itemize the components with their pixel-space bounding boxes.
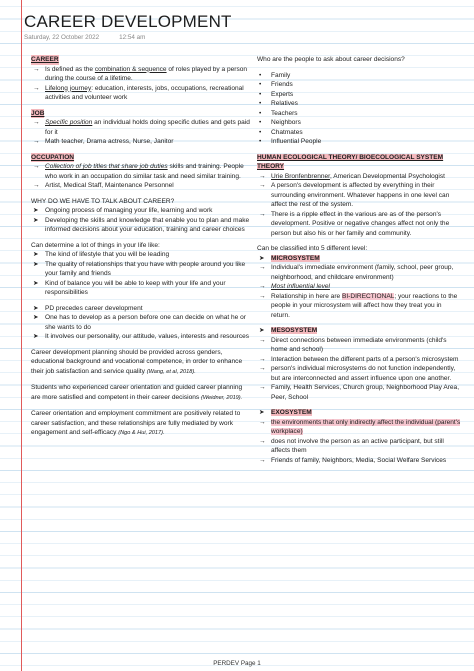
- arrow-icon: →: [33, 182, 40, 189]
- can-item-text: Kind of balance you will be able to keep with your life and your responsibilities: [45, 279, 226, 296]
- meso-item: [257, 383, 462, 402]
- arrow-right-icon: ➤: [259, 409, 265, 416]
- can-item-text: The quality of relationships that you have with people around you like your family and friends: [45, 260, 246, 277]
- arrow-icon: →: [33, 84, 40, 92]
- arrow-icon: →: [259, 210, 266, 218]
- right-column: [257, 55, 462, 465]
- arrow-icon: →: [259, 182, 266, 189]
- arrow-right-icon: ➤: [33, 251, 39, 258]
- why-item-text: Developing the skills and knowledge that enable you to plan and make informed decisions about your education, training and career choices: [45, 216, 250, 233]
- page-date: Saturday, 22 October 2022: [24, 34, 100, 41]
- arrow-icon: →: [259, 437, 266, 445]
- pd-item-text: One has to develop as a person before one can decide on what he or she wants to do: [45, 314, 246, 331]
- who-item-text: Family: [271, 71, 291, 79]
- microsystem-heading: MICROSYSTEM: [271, 254, 320, 262]
- career-lifelong: [31, 84, 251, 103]
- arrow-right-icon: ➤: [33, 207, 39, 214]
- micro-item: [257, 263, 462, 282]
- who-item-text: Experts: [271, 90, 294, 98]
- heco-name: Urie Bronfenbrenner: [271, 172, 330, 180]
- citation: (Wang, et al, 2018).: [146, 368, 196, 375]
- pd-item: [31, 304, 251, 314]
- who-question: Who are the people to ask about career decisions?: [257, 56, 405, 63]
- can-determine: Can determine a lot of things in your life like:: [31, 241, 160, 249]
- career-heading: CAREER: [31, 56, 59, 63]
- who-item: [257, 128, 462, 138]
- paragraph-2: [31, 383, 251, 403]
- exo-heading-row: [257, 408, 462, 418]
- micro-text-c: ; your reactions to the people in your microsystem will affect how they treat you in return.: [271, 292, 458, 319]
- career-definition: [31, 65, 251, 84]
- can-item: [31, 250, 251, 260]
- occupation-heading: OCCUPATION: [31, 153, 75, 161]
- page-time: 12:54 am: [119, 34, 146, 41]
- arrow-icon: →: [259, 292, 266, 300]
- job-examples-text: Math teacher, Drama actress, Nurse, Janitor: [45, 138, 174, 145]
- occ-examples-text: Artist, Medical Staff, Maintenance Personnel: [45, 182, 174, 189]
- occ-def-text-a: Collection of job titles that share job duties: [45, 163, 168, 170]
- pd-item: [31, 313, 251, 332]
- who-item: [257, 90, 462, 100]
- page-footer: PERDEV Page 1: [213, 660, 261, 667]
- who-item: [257, 118, 462, 128]
- arrow-icon: →: [33, 138, 40, 145]
- job-definition: [31, 118, 251, 137]
- bullet-icon: •: [259, 128, 262, 136]
- arrow-right-icon: ➤: [259, 327, 265, 334]
- who-item-text: Relatives: [271, 100, 298, 107]
- bullet-icon: •: [259, 100, 262, 107]
- arrow-right-icon: ➤: [33, 216, 39, 224]
- exo-item: [257, 418, 462, 437]
- heco-item: [257, 172, 462, 182]
- who-item: [257, 80, 462, 90]
- arrow-icon: →: [259, 384, 266, 391]
- paragraph-3: [31, 409, 251, 439]
- job-def-text-b: an individual holds doing specific duties and gets paid for it: [45, 119, 250, 136]
- exosystem-heading: EXOSYSTEM: [271, 409, 312, 416]
- can-item: [31, 260, 251, 279]
- arrow-icon: →: [259, 418, 266, 426]
- can-item-text: The kind of lifestyle that you will be leading: [45, 251, 170, 258]
- micro-item: [257, 292, 462, 321]
- page-meta: [24, 34, 165, 41]
- arrow-right-icon: ➤: [33, 314, 39, 321]
- micro-heading-row: [257, 254, 462, 264]
- bullet-icon: •: [259, 71, 262, 79]
- lifelong-journey-text: Lifelong journey: [45, 84, 92, 92]
- citation: (Weidner, 2019).: [200, 394, 243, 401]
- citation: (Ngo & Hui, 2017).: [118, 430, 165, 436]
- career-def-text-a: Is defined as the: [45, 65, 95, 73]
- pd-item-text: PD precedes career development: [45, 304, 143, 312]
- arrow-icon: →: [259, 355, 266, 363]
- occ-def-text-b: skills and training. People who work in an occupation do similar task and need similar training.: [45, 163, 244, 180]
- heco-item: [257, 181, 462, 210]
- job-def-text-a: Specific position: [45, 119, 93, 126]
- exo-item: [257, 437, 462, 456]
- arrow-right-icon: ➤: [33, 333, 39, 340]
- paragraph-2-text: Students who experienced career orientation and guided career planning are more satisfied and competent in their career decisions: [31, 384, 243, 401]
- why-item: [31, 216, 251, 235]
- lifelong-journey-desc: : education, interests, jobs, occupations, recreational activities and volunteer work: [45, 84, 244, 101]
- micro-item: [257, 282, 462, 292]
- heco-role: , American Developmental Psychologist: [329, 172, 445, 180]
- heco-item: [257, 210, 462, 239]
- exo-text: Friends of family, Neighbors, Media, Social Welfare Services: [271, 456, 447, 464]
- exo-text: the environments that only indirectly affect the individual (parent's workplace): [271, 418, 461, 435]
- occupation-examples: [31, 181, 251, 191]
- arrow-icon: →: [259, 365, 266, 372]
- page-title: CAREER DEVELOPMENT: [24, 12, 232, 31]
- pd-item: [31, 332, 251, 342]
- meso-text: Family, Health Services, Church group, Neighborhood Play Area, Peer, School: [271, 384, 460, 401]
- arrow-icon: →: [33, 163, 40, 170]
- why-question: WHY DO WE HAVE TO TALK ABOUT CAREER?: [31, 197, 175, 205]
- heco-text: A person's development is affected by everything in their surrounding environment. Whatever happens in one level can affect the rest of the system.: [271, 182, 450, 208]
- why-item-text: Ongoing process of managing your life, learning and work: [45, 207, 213, 214]
- meso-heading-row: [257, 326, 462, 336]
- paragraph-3-text: Career orientation and employment commitment are positively related to career satisfaction, and these relationships are fully mediated by work engagement and self-efficacy: [31, 410, 241, 436]
- who-item: [257, 71, 462, 81]
- why-item: [31, 206, 251, 216]
- arrow-icon: →: [33, 65, 40, 73]
- job-heading: JOB: [31, 109, 45, 117]
- meso-item: [257, 355, 462, 365]
- arrow-icon: →: [259, 264, 266, 271]
- arrow-right-icon: ➤: [259, 254, 265, 262]
- arrow-icon: →: [33, 119, 40, 126]
- career-def-text-b: combination & sequence: [94, 65, 167, 73]
- exo-text: does not involve the person as an active participant, but still affects them: [271, 437, 444, 454]
- meso-text: person's individual microsystems do not function independently, but are interconnected and assert influence upon one another.: [271, 365, 456, 382]
- arrow-right-icon: ➤: [33, 260, 39, 268]
- bullet-icon: •: [259, 119, 262, 126]
- arrow-icon: →: [259, 456, 266, 464]
- micro-text-a: Relationship in here are: [271, 292, 342, 300]
- paragraph-1: [31, 348, 251, 378]
- margin-line: [21, 0, 22, 671]
- job-examples: [31, 137, 251, 147]
- bullet-icon: •: [259, 90, 262, 98]
- bidirectional-text: BI-DIRECTIONAL: [341, 292, 395, 300]
- who-item-text: Chatmates: [271, 128, 303, 136]
- arrow-icon: →: [259, 172, 266, 180]
- pd-item-text: It involves our personality, our attitude, values, interests and resources: [45, 333, 250, 340]
- exo-item: [257, 456, 462, 466]
- meso-item: [257, 364, 462, 383]
- arrow-right-icon: ➤: [33, 304, 39, 312]
- bullet-icon: •: [259, 109, 262, 117]
- who-item: [257, 99, 462, 109]
- arrow-icon: →: [259, 283, 266, 290]
- bullet-icon: •: [259, 138, 262, 145]
- who-item: [257, 109, 462, 119]
- heco-heading: HUMAN ECOLOGICAL THEORY/ BIOECOLOGICAL SYSTEM THEORY: [257, 153, 444, 170]
- left-column: [31, 55, 251, 439]
- who-item: [257, 137, 462, 147]
- arrow-right-icon: ➤: [33, 279, 39, 287]
- heco-text: There is a ripple effect in the various are as of the person's development. Positive or negative changes affect not only the person but also his or her family and community.: [271, 210, 450, 237]
- mesosystem-heading: MESOSYSTEM: [271, 327, 318, 334]
- who-item-text: Influential People: [271, 138, 322, 145]
- micro-text: Individual's immediate environment (family, school, peer group, neighborhood, and childcare environment): [271, 264, 454, 281]
- meso-text: Interaction between the different parts of a person's microsystem: [271, 355, 459, 363]
- bullet-icon: •: [259, 81, 262, 88]
- who-item-text: Neighbors: [271, 119, 301, 126]
- career-def-text-c: of roles played by a person during the course of a lifetime.: [45, 65, 248, 82]
- five-levels: Can be classified into 5 different level:: [257, 245, 368, 252]
- can-item: [31, 279, 251, 298]
- who-item-text: Teachers: [271, 109, 298, 117]
- occupation-definition: [31, 162, 251, 181]
- who-item-text: Friends: [271, 81, 293, 88]
- paragraph-1-text: Career development planning should be provided across genders, educational background and vocational competence, in order to enhance their job satisfaction and service quality: [31, 348, 243, 375]
- micro-text: Most influential level: [271, 283, 330, 290]
- arrow-icon: →: [259, 336, 266, 344]
- meso-text: Direct connections between immediate environments (child's home and school): [271, 336, 447, 353]
- meso-item: [257, 336, 462, 355]
